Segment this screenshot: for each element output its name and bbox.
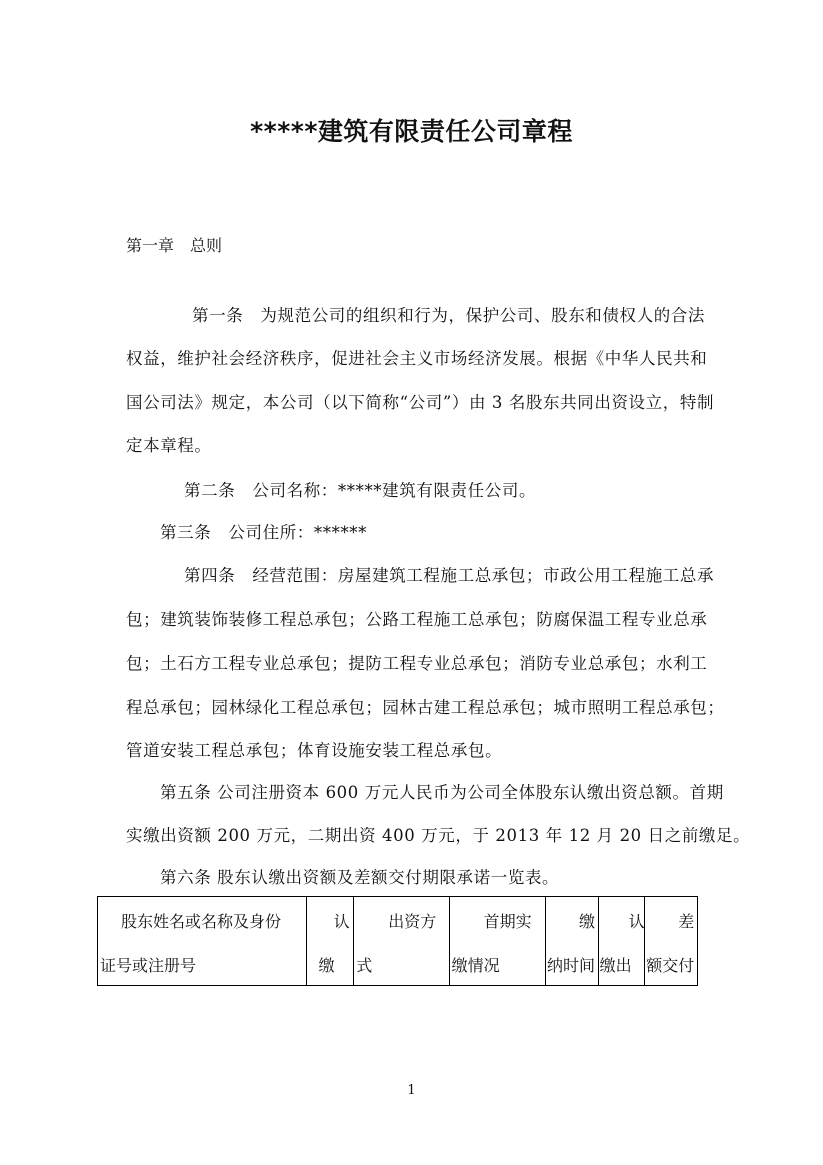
article-4-line-5: 管道安装工程总承包；体育设施安装工程总承包。 bbox=[126, 741, 503, 760]
article-1-line-1: 第一条 为规范公司的组织和行为，保护公司、股东和债权人的合法 bbox=[192, 306, 705, 325]
header-text: 缴出 bbox=[599, 956, 632, 975]
article-4-line-2: 包；建筑装饰装修工程总承包；公路工程施工总承包；防腐保温工程专业总承 bbox=[126, 610, 708, 629]
chapter-heading: 第一章 总则 bbox=[126, 236, 223, 255]
article-5-line-1: 第五条 公司注册资本 600 万元人民币为公司全体股东认缴出资总额。首期 bbox=[160, 783, 724, 802]
article-1-line-3: 国公司法》规定，本公司（以下简称“公司”）由 3 名股东共同出资设立，特制 bbox=[126, 393, 715, 412]
header-text: 出资方 bbox=[388, 912, 437, 931]
header-text: 纳时间 bbox=[546, 956, 595, 975]
header-cell-subscribed-amount bbox=[598, 897, 645, 986]
article-3: 第三条 公司住所：****** bbox=[160, 523, 367, 542]
article-2: 第二条 公司名称：*****建筑有限责任公司。 bbox=[184, 481, 537, 500]
header-text: 证号或注册号 bbox=[100, 956, 197, 975]
article-4-line-4: 程总承包；园林绿化工程总承包；园林古建工程总承包；城市照明工程总承包； bbox=[126, 698, 725, 717]
header-text: 式 bbox=[356, 956, 373, 975]
header-text: 首期实 bbox=[483, 912, 532, 931]
table-header-row bbox=[98, 897, 698, 986]
article-4-line-3: 包；土石方工程专业总承包；提防工程专业总承包；消防专业总承包；水利工 bbox=[126, 654, 708, 673]
article-6: 第六条 股东认缴出资额及差额交付期限承诺一览表。 bbox=[160, 868, 560, 887]
header-text: 认 bbox=[628, 912, 645, 931]
article-5-line-2: 实缴出资额 200 万元，二期出资 400 万元，于 2013 年 12 月 20 日之前缴足。 bbox=[126, 826, 751, 845]
header-text: 缴 bbox=[318, 956, 335, 975]
header-cell-shareholder bbox=[98, 897, 307, 986]
header-text: 认 bbox=[333, 912, 350, 931]
article-1-line-4: 定本章程。 bbox=[126, 436, 212, 455]
header-cell-subscribed bbox=[306, 897, 354, 986]
page-number: 1 bbox=[407, 1083, 416, 1098]
header-cell-contribution-method bbox=[354, 897, 449, 986]
header-text: 额交付 bbox=[646, 956, 695, 975]
header-text: 股东姓名或名称及身份 bbox=[121, 912, 282, 931]
header-text: 差 bbox=[678, 912, 695, 931]
header-text: 缴情况 bbox=[451, 956, 500, 975]
header-text: 缴 bbox=[578, 912, 595, 931]
header-cell-payment-time bbox=[545, 897, 598, 986]
header-cell-first-payment bbox=[449, 897, 545, 986]
article-1-line-2: 权益，维护社会经济秩序，促进社会主义市场经济发展。根据《中华人民共和 bbox=[126, 349, 708, 368]
document-title: *****建筑有限责任公司章程 bbox=[250, 117, 573, 146]
article-4-line-1: 第四条 经营范围：房屋建筑工程施工总承包；市政公用工程施工总承 bbox=[184, 566, 715, 585]
shareholder-table bbox=[97, 896, 698, 986]
header-cell-difference-delivery bbox=[645, 897, 698, 986]
